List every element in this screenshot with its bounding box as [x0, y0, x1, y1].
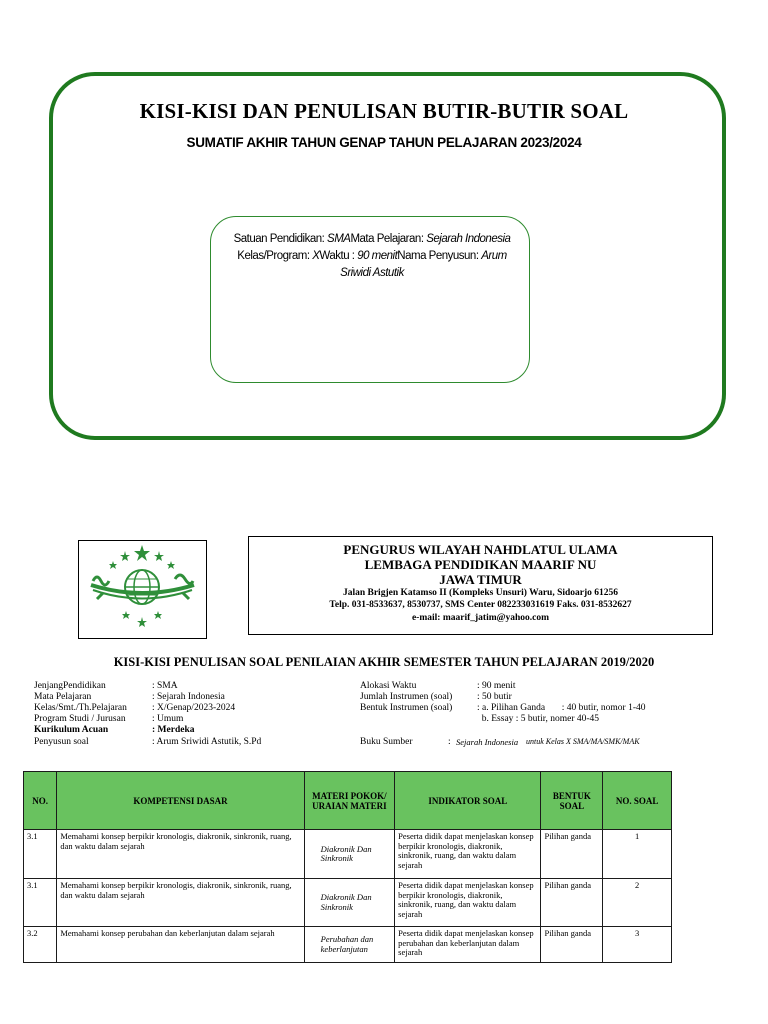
cell-kd: Memahami konsep perubahan dan keberlanjutan dalam sejarah	[57, 927, 304, 963]
cell-materi: Diakronik Dan Sinkronik	[304, 830, 394, 879]
info-label: Bentuk Instrumen (soal)	[360, 703, 453, 713]
header-indikator: INDIKATOR SOAL	[395, 772, 541, 830]
kisi-kisi-table	[23, 771, 672, 963]
cell-no: 3.2	[24, 927, 57, 963]
cell-kd: Memahami konsep berpikir kronologis, diakronik, sinkronik, ruang, dan waktu dalam sejarah	[57, 830, 304, 879]
cover-subtitle: SUMATIF AKHIR TAHUN GENAP TAHUN PELAJARAN 2023/2024	[186, 135, 582, 150]
document-title: KISI-KISI PENULISAN SOAL PENILAIAN AKHIR SEMESTER TAHUN PELAJARAN 2019/2020	[113, 655, 655, 669]
cell-kd: Memahami konsep berpikir kronologis, diakronik, sinkronik, ruang, dan waktu dalam sejarah	[57, 879, 304, 927]
cell-indikator: Peserta didik dapat menjelaskan konsep berpikir kronologis, diakronik, sinkronik, ruang, dan waktu dalam sejarah	[395, 879, 541, 927]
penyusun-value: Arum Sriwidi Astutik	[340, 250, 507, 279]
cover-title: KISI-KISI DAN PENULISAN BUTIR-BUTIR SOAL	[139, 99, 629, 123]
header-no-soal: NO. SOAL	[603, 772, 672, 830]
info-value: : X/Genap/2023-2024	[152, 703, 236, 713]
cell-bentuk: Pilihan ganda	[541, 830, 603, 879]
buku-title: Sejarah Indonesia	[456, 737, 519, 747]
info-label: Penyusun soal	[34, 737, 89, 747]
org-name-1: PENGURUS WILAYAH NAHDLATUL ULAMA	[343, 542, 618, 557]
table-row	[24, 927, 672, 963]
cell-no: 3.1	[24, 830, 57, 879]
info-label: JenjangPendidikan	[34, 681, 106, 691]
info-value: : Sejarah Indonesia	[152, 692, 225, 702]
header-materi: MATERI POKOK/ URAIAN MATERI	[304, 772, 394, 830]
org-address: Jalan Brigjen Katamso II (Kompleks Unsuri) Waru, Sidoarjo 61256	[342, 588, 619, 598]
info-value: : 90 menit	[477, 681, 516, 691]
org-name-2: LEMBAGA PENDIDIKAN MAARIF NU	[364, 557, 597, 572]
buku-label: Buku Sumber	[360, 737, 413, 747]
mapel-value: Sejarah Indonesia	[426, 233, 511, 245]
letterhead-box	[248, 536, 713, 635]
info-label: Alokasi Waktu	[360, 681, 417, 691]
identity-text: Satuan Pendidikan: SMAMata Pelajaran: Sejarah Indonesia Kelas/Program: XWaktu : 90 menitNama Penyusun: Arum Sriwidi Astutik	[233, 233, 511, 279]
satuan-value: SMA	[327, 233, 351, 245]
kelas-label: Kelas/Program	[237, 250, 307, 262]
info-value: : a. Pilihan Ganda : 40 butir, nomor 1-40	[477, 703, 646, 713]
info-label: Kelas/Smt./Th.Pelajaran	[34, 703, 127, 713]
logo-box	[78, 540, 207, 639]
info-value: b. Essay : 5 butir, nomer 40-45	[477, 714, 600, 724]
cell-materi: Diakronik Dan Sinkronik	[304, 879, 394, 927]
header-no: NO.	[24, 772, 57, 830]
org-phone: Telp. 031-8533637, 8530737, SMS Center 082233031619 Faks. 031-8532627	[329, 600, 632, 610]
info-value: : Arum Sriwidi Astutik, S.Pd	[152, 737, 262, 747]
satuan-label: Satuan Pendidikan	[233, 233, 322, 245]
cell-bentuk: Pilihan ganda	[541, 927, 603, 963]
buku-rest: untuk Kelas X SMA/MA/SMK/MAK	[526, 737, 640, 746]
cell-indikator: Peserta didik dapat menjelaskan konsep perubahan dan keberlanjutan dalam sejarah	[395, 927, 541, 963]
cell-no: 3.1	[24, 879, 57, 927]
info-label: Program Studi / Jurusan	[34, 714, 126, 724]
info-value: : SMA	[152, 681, 178, 691]
info-label: Jumlah Instrumen (soal)	[360, 692, 453, 702]
info-value: : Umum	[152, 714, 184, 724]
org-email: e-mail: maarif_jatim@yahoo.com	[411, 613, 550, 623]
cell-nomor: 1	[603, 830, 672, 879]
info-value: : 50 butir	[477, 692, 512, 702]
waktu-label: Waktu	[319, 250, 350, 262]
cell-nomor: 2	[603, 879, 672, 927]
info-label: Mata Pelajaran	[34, 692, 92, 702]
header-bentuk: BENTUK SOAL	[541, 772, 603, 830]
cell-bentuk: Pilihan ganda	[541, 879, 603, 927]
buku-colon: :	[448, 737, 451, 747]
penyusun-label: Nama Penyusun	[397, 250, 476, 262]
kelas-value: X	[312, 250, 320, 262]
table-header-row	[24, 772, 672, 830]
cell-materi: Perubahan dan keberlanjutan	[304, 927, 394, 963]
mapel-label: Mata Pelajaran	[350, 233, 421, 245]
cell-nomor: 3	[603, 927, 672, 963]
table-row	[24, 879, 672, 927]
header-kompetensi: KOMPETENSI DASAR	[57, 772, 304, 830]
info-label: Kurikulum Acuan	[34, 725, 109, 735]
cell-indikator: Peserta didik dapat menjelaskan konsep berpikir kronologis, diakronik, sinkronik, ruang, dan waktu dalam sejarah	[395, 830, 541, 879]
org-name-3: JAWA TIMUR	[439, 572, 522, 587]
info-value: : Merdeka	[152, 725, 195, 735]
waktu-value: 90 menit	[357, 250, 398, 262]
nu-logo-icon	[79, 541, 206, 638]
table-row	[24, 830, 672, 879]
